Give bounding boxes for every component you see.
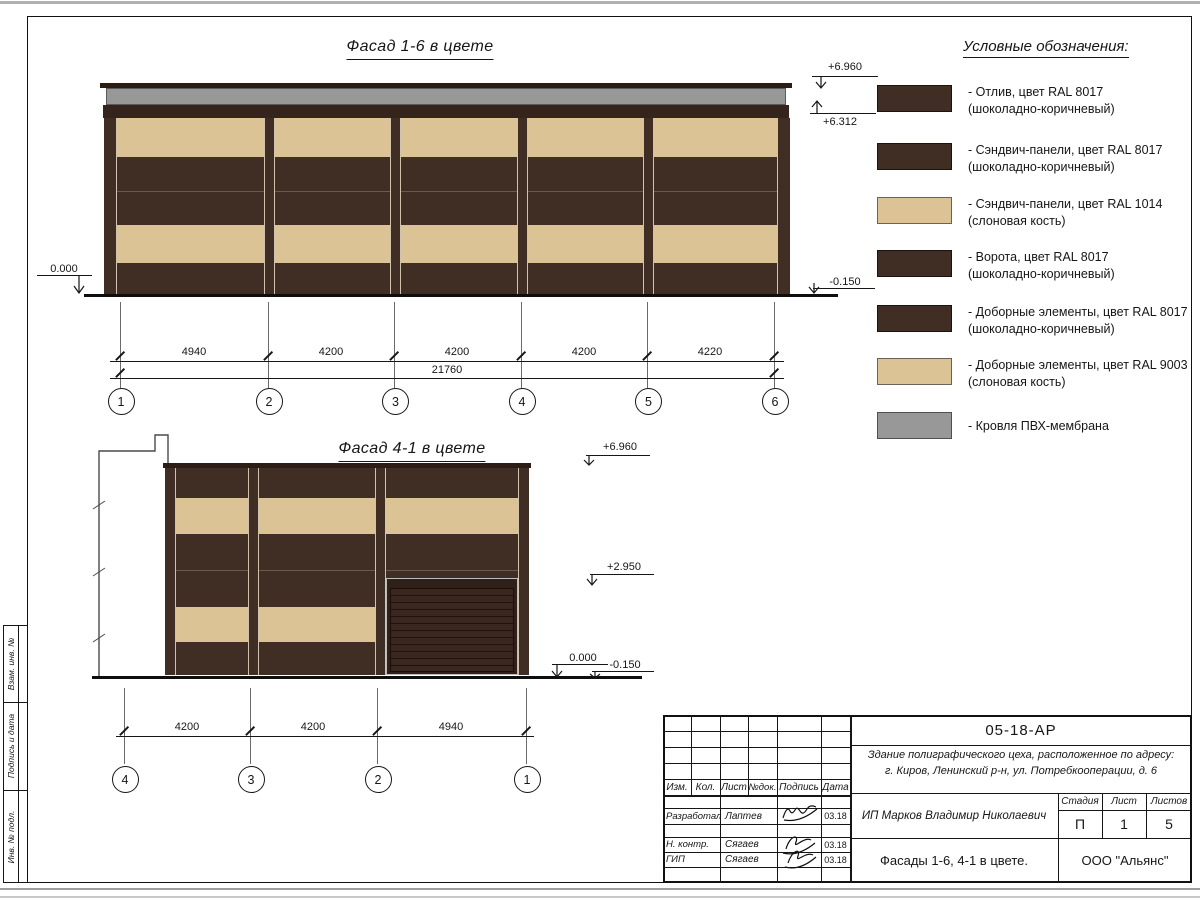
elevation-label-top: +6.960 — [603, 441, 637, 453]
elevation-label-zero: 0.000 — [50, 263, 78, 275]
elevation-label-gate: +2.950 — [607, 561, 641, 573]
legend-line: - Сэндвич-панели, цвет RAL 1014 — [968, 197, 1163, 211]
col-ndok: №док. — [748, 781, 777, 793]
axis-bubble — [112, 766, 139, 793]
side-column-line — [3, 625, 27, 626]
row-date: 03.18 — [824, 839, 847, 850]
extension-line — [521, 302, 522, 388]
facade41-band-brown-1 — [165, 468, 529, 498]
axis-bubble — [108, 388, 135, 415]
dimension-line-total — [110, 378, 784, 379]
legend-item-text — [968, 304, 1188, 337]
legend-item-text — [968, 196, 1162, 229]
elevation-arrow-down-icon — [807, 283, 821, 294]
extension-line — [124, 688, 125, 764]
elevation-arrow-down-icon — [550, 665, 564, 678]
legend-swatch-roof — [877, 412, 952, 439]
row-name: Сягаев — [725, 854, 759, 865]
page-top-edge — [0, 1, 1200, 4]
sheets-value: 5 — [1165, 816, 1173, 832]
legend-line: (шоколадно-коричневый) — [968, 159, 1115, 174]
dimension-label: 4200 — [318, 346, 344, 358]
elevation-arrow-down-icon — [585, 575, 599, 586]
axis-bubble — [762, 388, 789, 415]
titleblock-line — [663, 824, 850, 825]
axis-bubble — [382, 388, 409, 415]
facade16-wall — [104, 118, 790, 294]
sheets-label: Листов — [1150, 796, 1188, 807]
facade16-roof-membrane-band — [106, 88, 786, 105]
sectional-gate — [390, 588, 514, 672]
axis-number: 3 — [392, 394, 399, 409]
legend-swatch-sandwich-1014 — [877, 197, 952, 224]
facade41-corner-left — [165, 468, 176, 675]
elevation-arrow-down-icon — [72, 276, 86, 294]
extension-line — [647, 302, 648, 388]
dimension-label: 4200 — [444, 346, 470, 358]
dimension-label: 4940 — [181, 346, 207, 358]
sheet-label: Лист — [1111, 796, 1137, 807]
legend-line: - Ворота, цвет RAL 8017 — [968, 250, 1109, 264]
axis-number: 3 — [247, 772, 255, 787]
row-role: ГИП — [666, 854, 685, 865]
side-label-podpis: Подпись и дата — [6, 713, 16, 779]
elevation-label-base: -0.150 — [609, 659, 641, 671]
dimension-label-total: 21760 — [431, 364, 463, 376]
titleblock-line — [663, 867, 850, 868]
facade16-band-brown-2 — [104, 191, 790, 225]
elevation-label-zero: 0.000 — [569, 652, 597, 664]
legend-swatch-trim-9003 — [877, 358, 952, 385]
dimension-label: 4220 — [697, 346, 723, 358]
dimension-label: 4200 — [300, 721, 326, 733]
extension-line — [250, 688, 251, 764]
facade16-mullion-axis4 — [517, 118, 528, 294]
titleblock-line — [663, 747, 850, 748]
elevation-shelf — [590, 574, 654, 575]
titleblock-line — [663, 795, 850, 797]
row-name: Сягаев — [725, 839, 759, 850]
sheet-value: 1 — [1120, 816, 1128, 832]
axis-bubble — [238, 766, 265, 793]
legend-item-text — [968, 142, 1162, 175]
extension-line — [774, 302, 775, 388]
row-name: Лаптев — [725, 810, 762, 822]
axis-bubble — [514, 766, 541, 793]
facade41-mullion-axis3 — [248, 468, 259, 675]
row-role: Н. контр. — [666, 839, 709, 850]
extension-line — [377, 688, 378, 764]
elevation-label-base: -0.150 — [829, 276, 861, 288]
col-kol: Кол. — [695, 781, 716, 793]
sheet-title: Фасады 1-6, 4-1 в цвете. — [880, 853, 1028, 868]
titleblock-line — [850, 745, 1192, 746]
row-role: Разработал — [666, 810, 722, 822]
side-column-line — [3, 702, 27, 703]
axis-number: 4 — [518, 394, 526, 409]
page-bottom-edge — [0, 888, 1200, 890]
dimension-label: 4200 — [174, 721, 200, 733]
facade16-ground-line — [84, 294, 838, 297]
row-date: 03.18 — [824, 811, 847, 821]
legend-item-text — [968, 357, 1188, 390]
legend-line: (шоколадно-коричневый) — [968, 266, 1115, 281]
legend-line: (слоновая кость) — [968, 374, 1066, 389]
stage-value: П — [1074, 816, 1086, 832]
facade41-mullion-axis2 — [375, 468, 386, 675]
company-name: ООО "Альянс" — [1081, 853, 1169, 868]
facade41-title: Фасад 4-1 в цвете — [338, 440, 485, 462]
axis-bubble — [256, 388, 283, 415]
extension-line — [526, 688, 527, 764]
facade41-band-cream-1 — [165, 498, 529, 534]
facade16-otliv-band — [103, 105, 789, 118]
signature-laptev — [780, 802, 820, 824]
facade16-band-cream-1 — [104, 118, 790, 157]
side-column-line — [3, 790, 27, 791]
axis-number: 1 — [523, 772, 531, 787]
doc-code: 05-18-АР — [985, 721, 1057, 739]
legend-item-text — [968, 418, 1109, 435]
facade16-corner-left — [104, 118, 117, 294]
axis-bubble — [635, 388, 662, 415]
legend-item-text — [968, 84, 1115, 117]
elevation-label-top: +6.960 — [828, 61, 862, 73]
facade16-band-brown-3 — [104, 263, 790, 294]
elevation-arrow-up-icon — [810, 100, 824, 113]
stage-label: Стадия — [1061, 796, 1099, 807]
side-column-line — [3, 882, 27, 883]
extension-line — [394, 302, 395, 388]
facade16-mullion-axis5 — [643, 118, 654, 294]
col-podpis: Подпись — [779, 781, 819, 793]
legend-swatch-gate — [877, 250, 952, 277]
elevation-label-top2: +6.312 — [823, 116, 857, 128]
axis-number: 4 — [121, 772, 129, 787]
signature-syagaev — [780, 833, 820, 869]
facade16-corner-right — [777, 118, 790, 294]
facade16-mullion-axis3 — [390, 118, 401, 294]
facade41-band-brown-2 — [165, 534, 529, 570]
legend-swatch-sandwich-8017 — [877, 143, 952, 170]
legend-swatch-trim-8017 — [877, 305, 952, 332]
elevation-arrow-down-icon — [814, 77, 828, 89]
extension-line — [268, 302, 269, 388]
facade16-mullion-axis2 — [264, 118, 275, 294]
legend-line: - Отлив, цвет RAL 8017 — [968, 85, 1104, 99]
legend-title: Условные обозначения: — [963, 38, 1129, 58]
dimension-label: 4200 — [571, 346, 597, 358]
legend-line: - Доборные элементы, цвет RAL 8017 — [968, 305, 1188, 319]
side-label-vzam: Взам. инв. № — [6, 637, 16, 691]
col-izm: Изм. — [666, 781, 688, 793]
gate-opening — [386, 578, 518, 675]
facade41-panel-seam — [165, 570, 529, 571]
titleblock-line — [663, 731, 850, 732]
object-description — [852, 748, 1190, 780]
axis-number: 6 — [771, 394, 779, 409]
object-line1: Здание полиграфического цеха, расположенное по адресу: — [867, 749, 1175, 761]
side-column-line — [18, 625, 19, 883]
dimension-line — [116, 736, 534, 737]
axis-number: 1 — [117, 394, 125, 409]
facade16-panel-seam — [104, 191, 790, 192]
facade16-band-cream-2 — [104, 225, 790, 263]
legend-line: (шоколадно-коричневый) — [968, 101, 1115, 116]
dimension-line — [110, 361, 784, 362]
axis-number: 2 — [265, 394, 273, 409]
row-date: 03.18 — [824, 854, 847, 865]
axis-bubble — [365, 766, 392, 793]
facade41-corner-right — [518, 468, 529, 675]
titleblock-line — [663, 763, 850, 764]
legend-item-text — [968, 249, 1115, 282]
dimension-label: 4940 — [438, 721, 464, 733]
legend-swatch-otliv — [877, 85, 952, 112]
elevation-shelf — [813, 288, 875, 289]
col-data: Дата — [822, 781, 849, 793]
elevation-arrow-down-icon — [582, 456, 596, 466]
legend-line: - Доборные элементы, цвет RAL 9003 — [968, 358, 1188, 372]
legend-line: (шоколадно-коричневый) — [968, 321, 1115, 336]
col-list: Лист — [721, 781, 747, 793]
page-bottom-edge-2 — [0, 896, 1200, 898]
elevation-shelf — [810, 113, 876, 114]
facade16-title: Фасад 1-6 в цвете — [346, 38, 493, 60]
legend-line: - Кровля ПВХ-мембрана — [968, 419, 1109, 433]
side-column-line — [3, 625, 4, 883]
axis-number: 2 — [374, 772, 382, 787]
legend-line: - Сэндвич-панели, цвет RAL 8017 — [968, 143, 1163, 157]
object-line2: г. Киров, Ленинский р-н, ул. Потребкооперации, д. 6 — [884, 764, 1158, 777]
side-label-inv: Инв. № подл. — [6, 810, 16, 864]
extension-line — [120, 302, 121, 388]
facade16-band-brown-1 — [104, 157, 790, 191]
legend-line: (слоновая кость) — [968, 213, 1066, 228]
elevation-arrow-down-icon — [588, 671, 602, 679]
client-name: ИП Марков Владимир Николаевич — [861, 809, 1047, 822]
axis-bubble — [509, 388, 536, 415]
axis-number: 5 — [645, 394, 652, 409]
